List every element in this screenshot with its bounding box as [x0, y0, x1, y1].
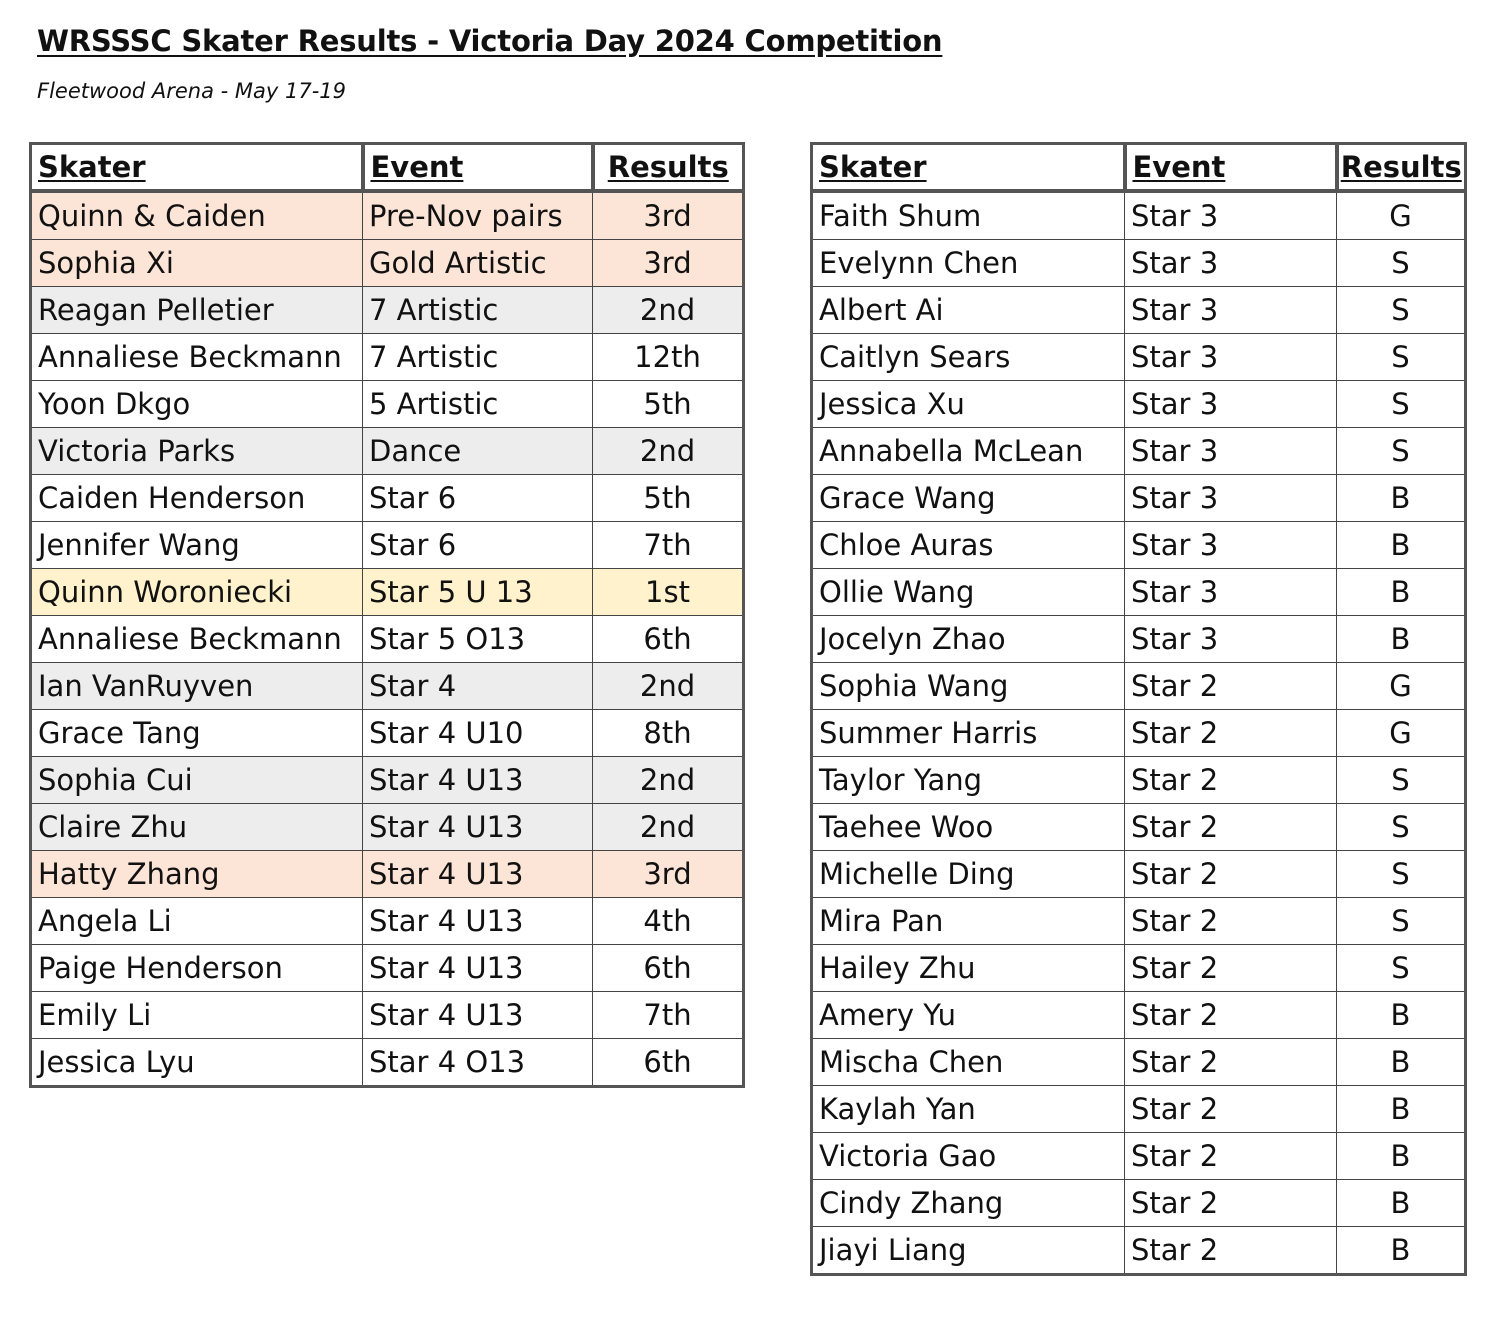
event-cell: Star 3: [1125, 616, 1337, 663]
skater-cell: Reagan Pelletier: [31, 287, 363, 334]
skater-cell: Emily Li: [31, 992, 363, 1039]
skater-cell: Albert Ai: [812, 287, 1125, 334]
event-cell: Star 4 U10: [363, 710, 593, 757]
table-row: [812, 381, 1466, 428]
result-cell: B: [1337, 1133, 1466, 1180]
result-cell: 2nd: [593, 757, 744, 804]
table-row: [31, 334, 744, 381]
event-cell: Star 3: [1125, 191, 1337, 240]
skater-cell: Caitlyn Sears: [812, 334, 1125, 381]
table-row: [31, 992, 744, 1039]
event-cell: Star 3: [1125, 287, 1337, 334]
skater-cell: Jiayi Liang: [812, 1227, 1125, 1275]
result-cell: 2nd: [593, 804, 744, 851]
result-cell: S: [1337, 334, 1466, 381]
page-subtitle: Fleetwood Arena - May 17-19: [37, 79, 347, 103]
skater-cell: Hatty Zhang: [31, 851, 363, 898]
table-row: [812, 287, 1466, 334]
skater-cell: Cindy Zhang: [812, 1180, 1125, 1227]
event-cell: Star 3: [1125, 522, 1337, 569]
table-row: [812, 616, 1466, 663]
skater-cell: Michelle Ding: [812, 851, 1125, 898]
skater-cell: Sophia Wang: [812, 663, 1125, 710]
event-cell: 5 Artistic: [363, 381, 593, 428]
table-row: [812, 522, 1466, 569]
event-cell: Star 2: [1125, 710, 1337, 757]
table-row: [812, 898, 1466, 945]
result-cell: S: [1337, 804, 1466, 851]
skater-cell: Victoria Parks: [31, 428, 363, 475]
skater-cell: Sophia Cui: [31, 757, 363, 804]
skater-cell: Paige Henderson: [31, 945, 363, 992]
result-cell: 8th: [593, 710, 744, 757]
table-row: [812, 1227, 1466, 1275]
table-row: [812, 757, 1466, 804]
event-cell: Star 2: [1125, 945, 1337, 992]
event-cell: 7 Artistic: [363, 287, 593, 334]
event-cell: Star 2: [1125, 757, 1337, 804]
table-row: [31, 710, 744, 757]
result-cell: 6th: [593, 1039, 744, 1087]
table-row: [31, 804, 744, 851]
skater-cell: Sophia Xi: [31, 240, 363, 287]
skater-cell: Summer Harris: [812, 710, 1125, 757]
result-cell: S: [1337, 381, 1466, 428]
result-cell: B: [1337, 522, 1466, 569]
table-row: [31, 757, 744, 804]
skater-cell: Taehee Woo: [812, 804, 1125, 851]
event-cell: Dance: [363, 428, 593, 475]
skater-cell: Jessica Xu: [812, 381, 1125, 428]
result-cell: B: [1337, 1227, 1466, 1275]
table-row: [812, 191, 1466, 240]
result-cell: S: [1337, 757, 1466, 804]
result-cell: G: [1337, 663, 1466, 710]
event-cell: Star 2: [1125, 1227, 1337, 1275]
table-row: [812, 804, 1466, 851]
table-row: [31, 851, 744, 898]
skater-cell: Jennifer Wang: [31, 522, 363, 569]
result-cell: S: [1337, 945, 1466, 992]
table-row: [31, 522, 744, 569]
result-cell: 1st: [593, 569, 744, 616]
skater-cell: Chloe Auras: [812, 522, 1125, 569]
skater-cell: Angela Li: [31, 898, 363, 945]
result-cell: 12th: [593, 334, 744, 381]
skater-cell: Victoria Gao: [812, 1133, 1125, 1180]
table-row: [812, 475, 1466, 522]
result-cell: S: [1337, 428, 1466, 475]
event-cell: Star 2: [1125, 1133, 1337, 1180]
table-row: [31, 381, 744, 428]
table-row: [812, 710, 1466, 757]
table-header-row: [31, 144, 744, 192]
column-header-event: Event: [1125, 144, 1337, 192]
result-cell: 6th: [593, 945, 744, 992]
table-row: [812, 334, 1466, 381]
column-header-event: Event: [363, 144, 593, 192]
table-row: [31, 945, 744, 992]
event-cell: Star 5 U 13: [363, 569, 593, 616]
table-row: [31, 475, 744, 522]
event-cell: Star 2: [1125, 851, 1337, 898]
table-row: [812, 1086, 1466, 1133]
event-cell: Star 3: [1125, 475, 1337, 522]
event-cell: Star 6: [363, 522, 593, 569]
skater-cell: Annabella McLean: [812, 428, 1125, 475]
event-cell: Star 3: [1125, 334, 1337, 381]
result-cell: 5th: [593, 475, 744, 522]
table-row: [31, 663, 744, 710]
table-row: [31, 191, 744, 240]
result-cell: G: [1337, 191, 1466, 240]
skater-cell: Mischa Chen: [812, 1039, 1125, 1086]
table-row: [31, 1039, 744, 1087]
skater-cell: Taylor Yang: [812, 757, 1125, 804]
event-cell: Star 3: [1125, 381, 1337, 428]
result-cell: S: [1337, 240, 1466, 287]
result-cell: 3rd: [593, 240, 744, 287]
event-cell: Star 2: [1125, 992, 1337, 1039]
skater-cell: Quinn Woroniecki: [31, 569, 363, 616]
result-cell: B: [1337, 569, 1466, 616]
table-row: [812, 1039, 1466, 1086]
skater-cell: Hailey Zhu: [812, 945, 1125, 992]
skater-cell: Mira Pan: [812, 898, 1125, 945]
skater-cell: Jocelyn Zhao: [812, 616, 1125, 663]
result-cell: 5th: [593, 381, 744, 428]
result-cell: 3rd: [593, 851, 744, 898]
event-cell: Star 2: [1125, 663, 1337, 710]
result-cell: 2nd: [593, 663, 744, 710]
event-cell: 7 Artistic: [363, 334, 593, 381]
table-row: [31, 616, 744, 663]
skater-cell: Faith Shum: [812, 191, 1125, 240]
results-table-left: [29, 142, 745, 1088]
event-cell: Star 2: [1125, 804, 1337, 851]
event-cell: Star 2: [1125, 1086, 1337, 1133]
result-cell: 4th: [593, 898, 744, 945]
result-cell: B: [1337, 475, 1466, 522]
column-header-skater: Skater: [812, 144, 1125, 192]
table-row: [812, 428, 1466, 475]
event-cell: Pre-Nov pairs: [363, 191, 593, 240]
table-row: [812, 569, 1466, 616]
event-cell: Star 4 U13: [363, 804, 593, 851]
result-cell: B: [1337, 616, 1466, 663]
skater-cell: Annaliese Beckmann: [31, 334, 363, 381]
column-header-skater: Skater: [31, 144, 363, 192]
result-cell: 3rd: [593, 191, 744, 240]
event-cell: Star 4 U13: [363, 757, 593, 804]
result-cell: G: [1337, 710, 1466, 757]
table-header-row: [812, 144, 1466, 192]
event-cell: Gold Artistic: [363, 240, 593, 287]
event-cell: Star 4: [363, 663, 593, 710]
event-cell: Star 2: [1125, 898, 1337, 945]
result-cell: B: [1337, 1086, 1466, 1133]
event-cell: Star 5 O13: [363, 616, 593, 663]
event-cell: Star 6: [363, 475, 593, 522]
table-row: [812, 663, 1466, 710]
skater-cell: Annaliese Beckmann: [31, 616, 363, 663]
skater-cell: Evelynn Chen: [812, 240, 1125, 287]
skater-cell: Jessica Lyu: [31, 1039, 363, 1087]
result-cell: S: [1337, 287, 1466, 334]
result-cell: B: [1337, 1039, 1466, 1086]
event-cell: Star 4 U13: [363, 992, 593, 1039]
result-cell: S: [1337, 898, 1466, 945]
result-cell: B: [1337, 1180, 1466, 1227]
result-cell: 7th: [593, 992, 744, 1039]
page-title: WRSSSC Skater Results - Victoria Day 2024 Competition: [37, 24, 943, 58]
result-cell: 6th: [593, 616, 744, 663]
event-cell: Star 3: [1125, 569, 1337, 616]
result-cell: 7th: [593, 522, 744, 569]
event-cell: Star 2: [1125, 1180, 1337, 1227]
result-cell: 2nd: [593, 428, 744, 475]
event-cell: Star 2: [1125, 1039, 1337, 1086]
table-row: [812, 945, 1466, 992]
result-cell: 2nd: [593, 287, 744, 334]
table-row: [812, 1133, 1466, 1180]
event-cell: Star 3: [1125, 428, 1337, 475]
results-table-right: [810, 142, 1467, 1276]
skater-cell: Ian VanRuyven: [31, 663, 363, 710]
skater-cell: Quinn & Caiden: [31, 191, 363, 240]
result-cell: S: [1337, 851, 1466, 898]
column-header-results: Results: [1337, 144, 1466, 192]
skater-cell: Amery Yu: [812, 992, 1125, 1039]
table-row: [31, 898, 744, 945]
table-row: [31, 240, 744, 287]
table-row: [812, 851, 1466, 898]
event-cell: Star 4 U13: [363, 851, 593, 898]
column-header-results: Results: [593, 144, 744, 192]
skater-cell: Caiden Henderson: [31, 475, 363, 522]
event-cell: Star 4 U13: [363, 945, 593, 992]
table-row: [31, 569, 744, 616]
result-cell: B: [1337, 992, 1466, 1039]
skater-cell: Grace Wang: [812, 475, 1125, 522]
event-cell: Star 4 O13: [363, 1039, 593, 1087]
event-cell: Star 3: [1125, 240, 1337, 287]
table-row: [812, 1180, 1466, 1227]
skater-cell: Ollie Wang: [812, 569, 1125, 616]
skater-cell: Claire Zhu: [31, 804, 363, 851]
skater-cell: Yoon Dkgo: [31, 381, 363, 428]
table-row: [31, 287, 744, 334]
event-cell: Star 4 U13: [363, 898, 593, 945]
skater-cell: Kaylah Yan: [812, 1086, 1125, 1133]
table-row: [812, 992, 1466, 1039]
table-row: [31, 428, 744, 475]
skater-cell: Grace Tang: [31, 710, 363, 757]
table-row: [812, 240, 1466, 287]
